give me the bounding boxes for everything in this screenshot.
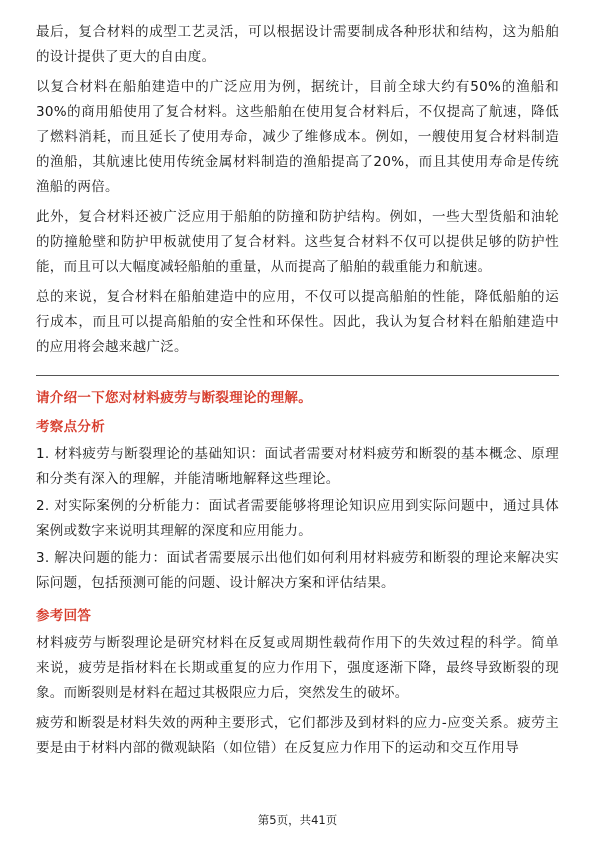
body-paragraph: 此外，复合材料还被广泛应用于船舶的防撞和防护结构。例如，一些大型货船和油轮的防撞舱壁和防护甲板就使用了复合材料。这些复合材料不仅可以提供足够的防护性能，而且可以大幅度减轻船舶的重量，从而提高了船舶的载重能力和航速。 <box>36 209 559 275</box>
question-heading: 请介绍一下您对材料疲劳与断裂理论的理解。 <box>36 390 312 406</box>
analysis-item: 3. 解决问题的能力：面试者需要展示出他们如何利用材料疲劳和断裂的理论来解决实际问题，包括预测可能的问题、设计解决方案和评估结果。 <box>36 550 559 591</box>
page-content <box>36 20 559 761</box>
answer-heading: 参考回答 <box>36 608 92 624</box>
answer-paragraph: 疲劳和断裂是材料失效的两种主要形式，它们都涉及到材料的应力-应变关系。疲劳主要是由于材料内部的微观缺陷（如位错）在反复应力作用下的运动和交互作用导 <box>36 715 559 756</box>
analysis-item: 2. 对实际案例的分析能力：面试者需要能够将理论知识应用到实际问题中，通过具体案例或数字来说明其理解的深度和应用能力。 <box>36 498 559 539</box>
analysis-item: 1. 材料疲劳与断裂理论的基础知识：面试者需要对材料疲劳和断裂的基本概念、原理和分类有深入的理解，并能清晰地解释这些理论。 <box>36 446 559 487</box>
page-number: 第5页，共41页 <box>257 813 338 827</box>
answer-paragraph: 材料疲劳与断裂理论是研究材料在反复或周期性载荷作用下的失效过程的科学。简单来说，疲劳是指材料在长期或重复的应力作用下，强度逐渐下降，最终导致断裂的现象。而断裂则是材料在超过其极限应力后，突然发生的破坏。 <box>36 635 559 701</box>
body-paragraph: 以复合材料在船舶建造中的广泛应用为例，据统计，目前全球大约有50%的渔船和30%的商用船使用了复合材料。这些船舶在使用复合材料后，不仅提高了航速，降低了燃料消耗，而且延长了使用寿命，减少了维修成本。例如，一艘使用复合材料制造的渔船，其航速比使用传统金属材料制造的渔船提高了20%，而且其使用寿命是传统渔船的两倍。 <box>36 79 559 195</box>
analysis-heading: 考察点分析 <box>36 419 105 435</box>
body-paragraph: 总的来说，复合材料在船舶建造中的应用，不仅可以提高船舶的性能，降低船舶的运行成本，而且可以提高船舶的安全性和环保性。因此，我认为复合材料在船舶建造中的应用将会越来越广泛。 <box>36 289 559 355</box>
section-divider <box>36 375 559 376</box>
body-paragraph: 最后，复合材料的成型工艺灵活，可以根据设计需要制成各种形状和结构，这为船舶的设计提供了更大的自由度。 <box>36 24 559 65</box>
